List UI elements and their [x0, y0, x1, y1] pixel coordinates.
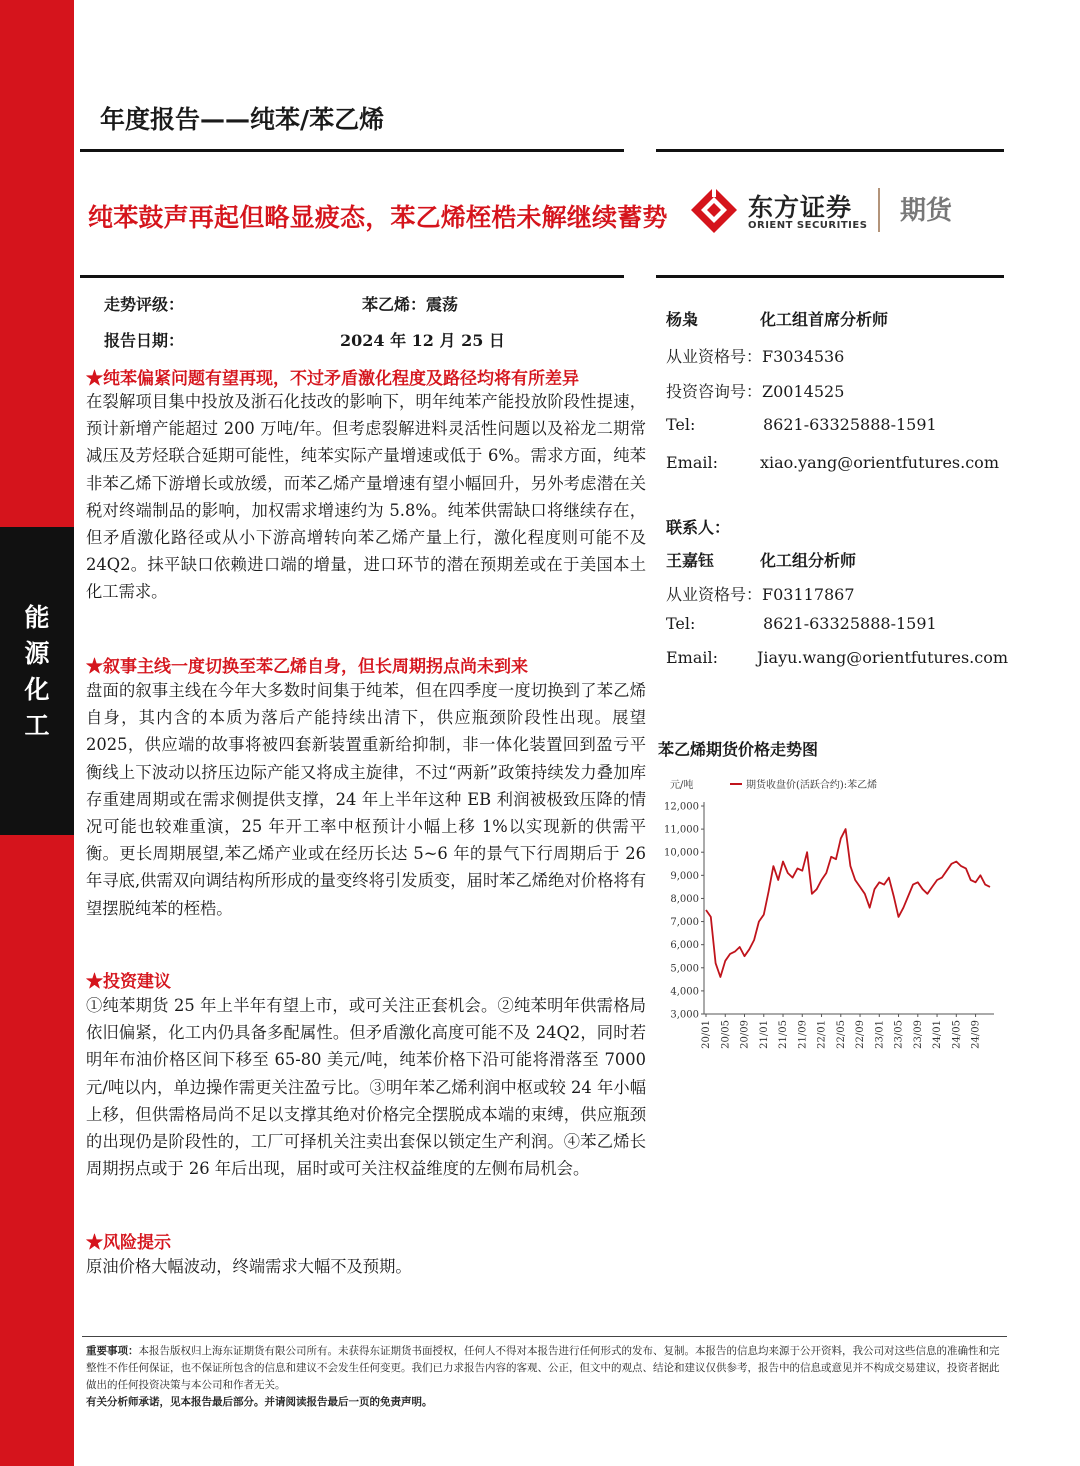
- y-tick-label: 8,000: [670, 893, 699, 905]
- x-tick-label: 20/09: [739, 1020, 751, 1049]
- section-title: ★叙事主线一度切换至苯乙烯自身，但长周期拐点尚未到来: [86, 657, 528, 677]
- section-body: 盘面的叙事主线在今年大多数时间集于纯苯，但在四季度一度切换到了苯乙烯自身，其内含的本质为落后产能持续出清下，供应瓶颈阶段性出现。展望 2025，供应端的故事将被四套新装置重新给抑制，非一体化装置回到盈亏平衡线上下波动以挤压边际产能又将成主旋律，不过“两新”政策持续发力叠加库存重建周期或在需求侧提供支撑，24 年上半年这种 EB 利润被极致压降的情况可能也较难重演，25 年开工率中枢预计小幅上移 1%以实现新的供需平衡。更长周期展望,苯乙烯产业或在经历长达 5~6 年的景气下行周期后于 26 年寻底,供需双向调结构所形成的量变终将引发质变，届时苯乙烯绝对价格将有望摆脱纯苯的桎梏。: [86, 681, 646, 918]
- contact-label: 联系人：: [666, 518, 731, 537]
- analyst-name: 杨枭: [666, 310, 699, 329]
- analyst-license: 从业资格号：F3034536: [666, 347, 845, 366]
- rating-label: 走势评级：: [104, 295, 185, 314]
- analyst-email[interactable]: xiao.yang@orientfutures.com: [760, 453, 999, 472]
- x-tick-label: 24/01: [932, 1020, 944, 1049]
- x-tick-label: 21/05: [778, 1020, 790, 1049]
- y-tick-label: 6,000: [670, 940, 699, 952]
- y-tick-label: 10,000: [664, 847, 699, 859]
- x-tick-label: 24/09: [970, 1020, 982, 1049]
- contact-license: 从业资格号：F03117867: [666, 585, 855, 604]
- section-body: 在裂解项目集中投放及浙石化技改的影响下，明年纯苯产能投放阶段性提速，预计新增产能超过 200 万吨/年。但考虑裂解进料灵活性问题以及裕龙二期常减压及芳烃联合延期可能性，纯苯实际产量增速或低于 6%。需求方面，纯苯非苯乙烯下游增长或放缓，而苯乙烯产量增速有望小幅回升，另外考虑潜在关税对终端制品的影响，加权需求增速约为 5.8%。纯苯供需缺口将继续存在，但矛盾激化路径或从小下游高增转向苯乙烯产量上行，激化程度则可能不及 24Q2。抹平缺口依赖进口端的增量，进口环节的潜在预期差或在于美国本土化工需求。: [86, 392, 646, 602]
- x-tick-label: 23/05: [893, 1020, 905, 1049]
- disclaimer: [86, 1343, 1006, 1411]
- analyst-title: 化工组首席分析师: [760, 310, 889, 329]
- x-tick-label: 23/01: [874, 1020, 886, 1049]
- x-tick-label: 20/01: [701, 1020, 712, 1049]
- x-tick-label: 22/09: [855, 1020, 867, 1049]
- contact-tel: 8621-63325888-1591: [763, 614, 937, 633]
- x-tick-label: 23/09: [912, 1020, 924, 1049]
- logo-english: ORIENT SECURITIES: [748, 220, 868, 231]
- rule-top-right: [656, 149, 1004, 152]
- section-body: 原油价格大幅波动，终端需求大幅不及预期。: [86, 1257, 412, 1276]
- y-tick-label: 12,000: [664, 801, 699, 813]
- section-title: ★投资建议: [86, 972, 171, 992]
- x-tick-label: 20/05: [720, 1020, 732, 1049]
- section-title: ★风险提示: [86, 1233, 171, 1253]
- analyst-commitment: 有关分析师承诺，见本报告最后部分。并请阅读报告最后一页的免责声明。: [86, 1396, 433, 1408]
- y-tick-label: 7,000: [670, 917, 699, 929]
- disclaimer-text: 本报告版权归上海东证期货有限公司所有。未获得东证期货书面授权，任何人不得对本报告进行任何形式的发布、复制。本报告的信息均来源于公开资料，我公司对这些信息的准确性和完整性不作任何保证，也不保证所包含的信息和建议不会发生任何变更。我们已力求报告内容的客观、公正，但文中的观点、结论和建议仅供参考，报告中的信息或意见并不构成交易建议，投资者据此做出的任何投资决策与本公司和作者无关。: [86, 1345, 1000, 1391]
- y-tick-label: 4,000: [670, 986, 699, 998]
- series-line: [706, 829, 990, 977]
- y-axis-unit: 元/吨: [670, 780, 694, 791]
- analyst-tel: 8621-63325888-1591: [763, 415, 937, 434]
- rule-top-left: [80, 149, 624, 152]
- tel-label: Tel:: [666, 415, 696, 434]
- date-label: 报告日期：: [104, 331, 185, 350]
- x-tick-label: 22/05: [835, 1020, 847, 1049]
- report-type: 年度报告——纯苯/苯乙烯: [100, 105, 385, 134]
- logo-chinese: 东方证券: [748, 193, 853, 222]
- analyst-consult-number: 投资咨询号：Z0014525: [666, 382, 845, 401]
- x-tick-label: 21/09: [797, 1020, 809, 1049]
- sector-char: 能: [24, 603, 50, 632]
- rating-value: 苯乙烯：震荡: [362, 295, 459, 314]
- x-tick-label: 24/05: [951, 1020, 963, 1049]
- chart-title: 苯乙烯期货价格走势图: [658, 740, 819, 759]
- y-tick-label: 3,000: [670, 1009, 699, 1021]
- sector-label: [0, 600, 74, 744]
- section-title: ★纯苯偏紧问题有望再现，不过矛盾激化程度及路径均将有所差异: [86, 369, 579, 389]
- disclaimer-label: 重要事项：: [86, 1345, 139, 1357]
- company-logo: [690, 186, 1010, 236]
- logo-diamond-icon: [690, 186, 738, 234]
- x-tick-label: 21/01: [758, 1020, 770, 1049]
- date-value: 2024 年 12 月 25 日: [340, 331, 505, 350]
- y-tick-label: 11,000: [664, 824, 699, 836]
- price-chart: [658, 770, 1003, 1070]
- x-tick-label: 22/01: [816, 1020, 828, 1049]
- email-label: Email:: [666, 453, 719, 472]
- logo-divider: [878, 188, 880, 232]
- y-tick-label: 5,000: [670, 963, 699, 975]
- y-tick-label: 9,000: [670, 870, 699, 882]
- rule-mid-left: [80, 275, 624, 278]
- section-body: ①纯苯期货 25 年上半年有望上市，或可关注正套机会。②纯苯明年供需格局依旧偏紧，化工内仍具备多配属性。但矛盾激化高度可能不及 24Q2，同时若明年布油价格区间下移至 65-80 美元/吨，纯苯价格下沿可能将滑落至 7000 元/吨以内，单边操作需更关注盈亏比。③明年苯乙烯利润中枢或较 24 年小幅上移，但供需格局尚不足以支撑其绝对价格完全摆脱成本端的束缚，供应瓶颈的出现仍是阶段性的，工厂可择机关注卖出套保以锁定生产利润。④苯乙烯长周期拐点或于 26 年后出现，届时或可关注权益维度的左侧布局机会。: [86, 996, 646, 1179]
- tel-label: Tel:: [666, 614, 696, 633]
- email-label: Email:: [666, 648, 719, 667]
- sector-char: 源: [24, 639, 50, 668]
- legend-label: 期货收盘价(活跃合约):苯乙烯: [746, 780, 878, 791]
- sector-char: 化: [24, 675, 50, 704]
- sector-char: 工: [24, 711, 50, 740]
- contact-name: 王嘉钰: [666, 551, 715, 570]
- rule-mid-right: [656, 275, 1004, 278]
- footer-rule: [82, 1336, 1007, 1337]
- contact-title: 化工组分析师: [760, 551, 857, 570]
- logo-futures: 期货: [900, 196, 953, 226]
- contact-email[interactable]: Jiayu.wang@orientfutures.com: [757, 648, 1009, 667]
- headline: 纯苯鼓声再起但略显疲态，苯乙烯桎梏未解继续蓄势: [88, 203, 668, 232]
